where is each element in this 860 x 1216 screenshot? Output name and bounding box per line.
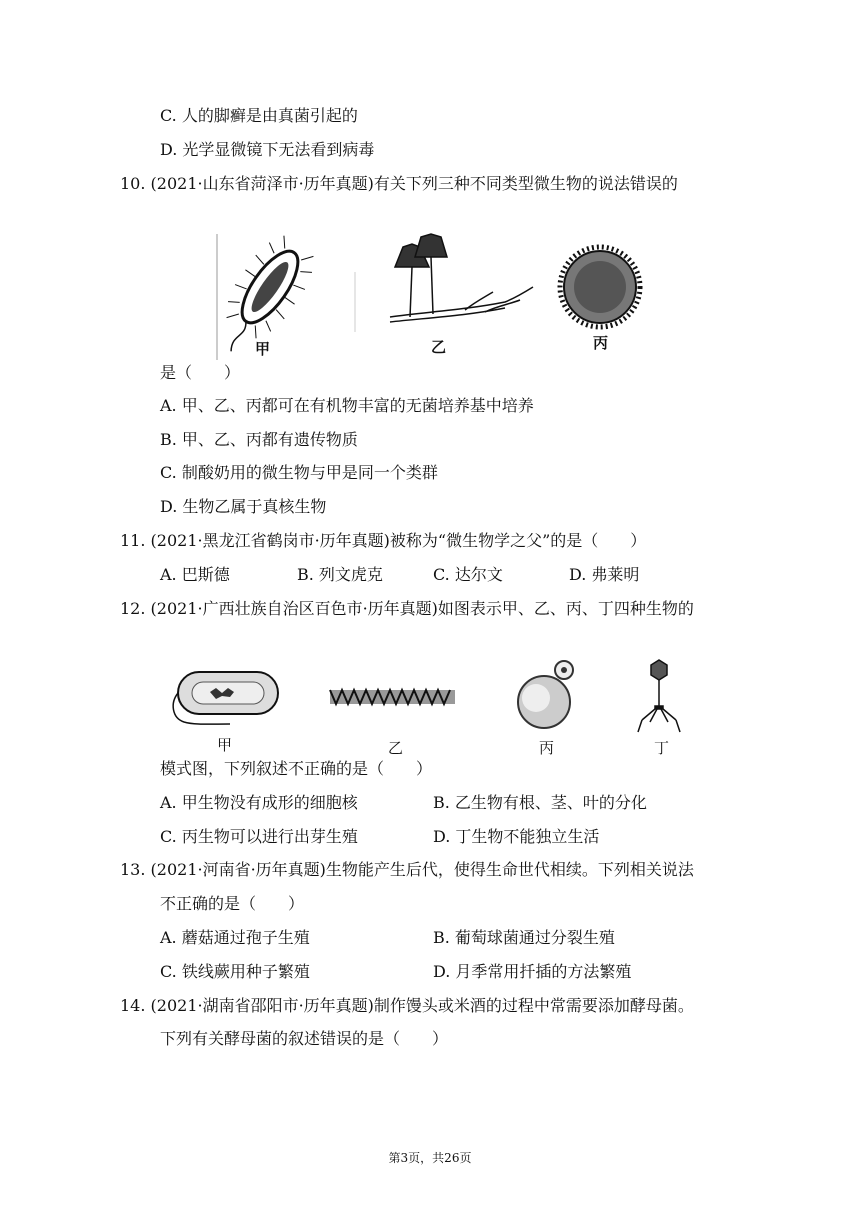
bacterium-jia-drawing [173, 672, 278, 724]
q10-fig-label-yi: 乙 [431, 338, 447, 356]
q11-stem: 11. (2021·黑龙江省鹤岗市·历年真题)被称为“微生物学之父”的是（ ） [120, 531, 647, 550]
q13-option-b: B. 葡萄球菌通过分裂生殖 [433, 928, 615, 947]
q10-option-b: B. 甲、乙、丙都有遗传物质 [160, 430, 358, 449]
q10-fig-label-jia: 甲 [255, 340, 271, 358]
q9-option-d: D. 光学显微镜下无法看到病毒 [160, 140, 375, 159]
yeast-bing-drawing [518, 661, 573, 728]
q12-stem: 12. (2021·广西壮族自治区百色市·历年真题)如图表示甲、乙、丙、丁四种生物的 [120, 599, 694, 618]
spiral-yi-drawing [330, 690, 455, 704]
q12-figure-drawing [170, 658, 710, 738]
q12-option-a: A. 甲生物没有成形的细胞核 [160, 793, 358, 812]
q10-option-a: A. 甲、乙、丙都可在有机物丰富的无菌培养基中培养 [160, 396, 534, 415]
phage-ding-drawing [638, 660, 680, 732]
q12-figure [170, 658, 710, 738]
q13-option-d: D. 月季常用扦插的方法繁殖 [433, 962, 632, 981]
q13-stem-continued: 不正确的是（ ） [160, 894, 305, 913]
q11-option-d: D. 弗莱明 [569, 565, 640, 584]
q10-option-d: D. 生物乙属于真核生物 [160, 497, 327, 516]
q12-option-d: D. 丁生物不能独立生活 [433, 827, 600, 846]
q13-stem: 13. (2021·河南省·历年真题)生物能产生后代，使得生命世代相续。下列相关说法 [120, 860, 694, 879]
q11-option-c: C. 达尔文 [433, 565, 503, 584]
q14-stem: 14. (2021·湖南省邵阳市·历年真题)制作馒头或米酒的过程中常需要添加酵母菌。 [120, 996, 694, 1015]
q14-stem-continued: 下列有关酵母菌的叙述错误的是（ ） [160, 1029, 449, 1048]
q10-option-c: C. 制酸奶用的微生物与甲是同一个类群 [160, 463, 438, 482]
q10-stem: 10. (2021·山东省菏泽市·历年真题)有关下列三种不同类型微生物的说法错误的 [120, 174, 678, 193]
mold-yi-drawing [390, 234, 533, 322]
q13-option-a: A. 蘑菇通过孢子生殖 [160, 928, 310, 947]
q13-option-c: C. 铁线蕨用种子繁殖 [160, 962, 310, 981]
q10-stem-continued: 是（ ） [160, 363, 241, 382]
page-footer: 第3页，共26页 [388, 1151, 472, 1165]
q12-option-c: C. 丙生物可以进行出芽生殖 [160, 827, 358, 846]
q12-fig-label-jia: 甲 [217, 736, 233, 754]
q12-stem-continued: 模式图，下列叙述不正确的是（ ） [160, 759, 433, 778]
q12-option-b: B. 乙生物有根、茎、叶的分化 [433, 793, 647, 812]
q12-fig-label-ding: 丁 [654, 739, 670, 757]
q12-fig-label-yi: 乙 [388, 739, 404, 757]
q11-option-a: A. 巴斯德 [160, 565, 230, 584]
virus-bing-drawing [560, 247, 640, 327]
q10-fig-label-bing: 丙 [593, 334, 609, 352]
q11-option-b: B. 列文虎克 [297, 565, 383, 584]
q9-option-c: C. 人的脚癣是由真菌引起的 [160, 106, 358, 125]
q12-fig-label-bing: 丙 [539, 739, 555, 757]
